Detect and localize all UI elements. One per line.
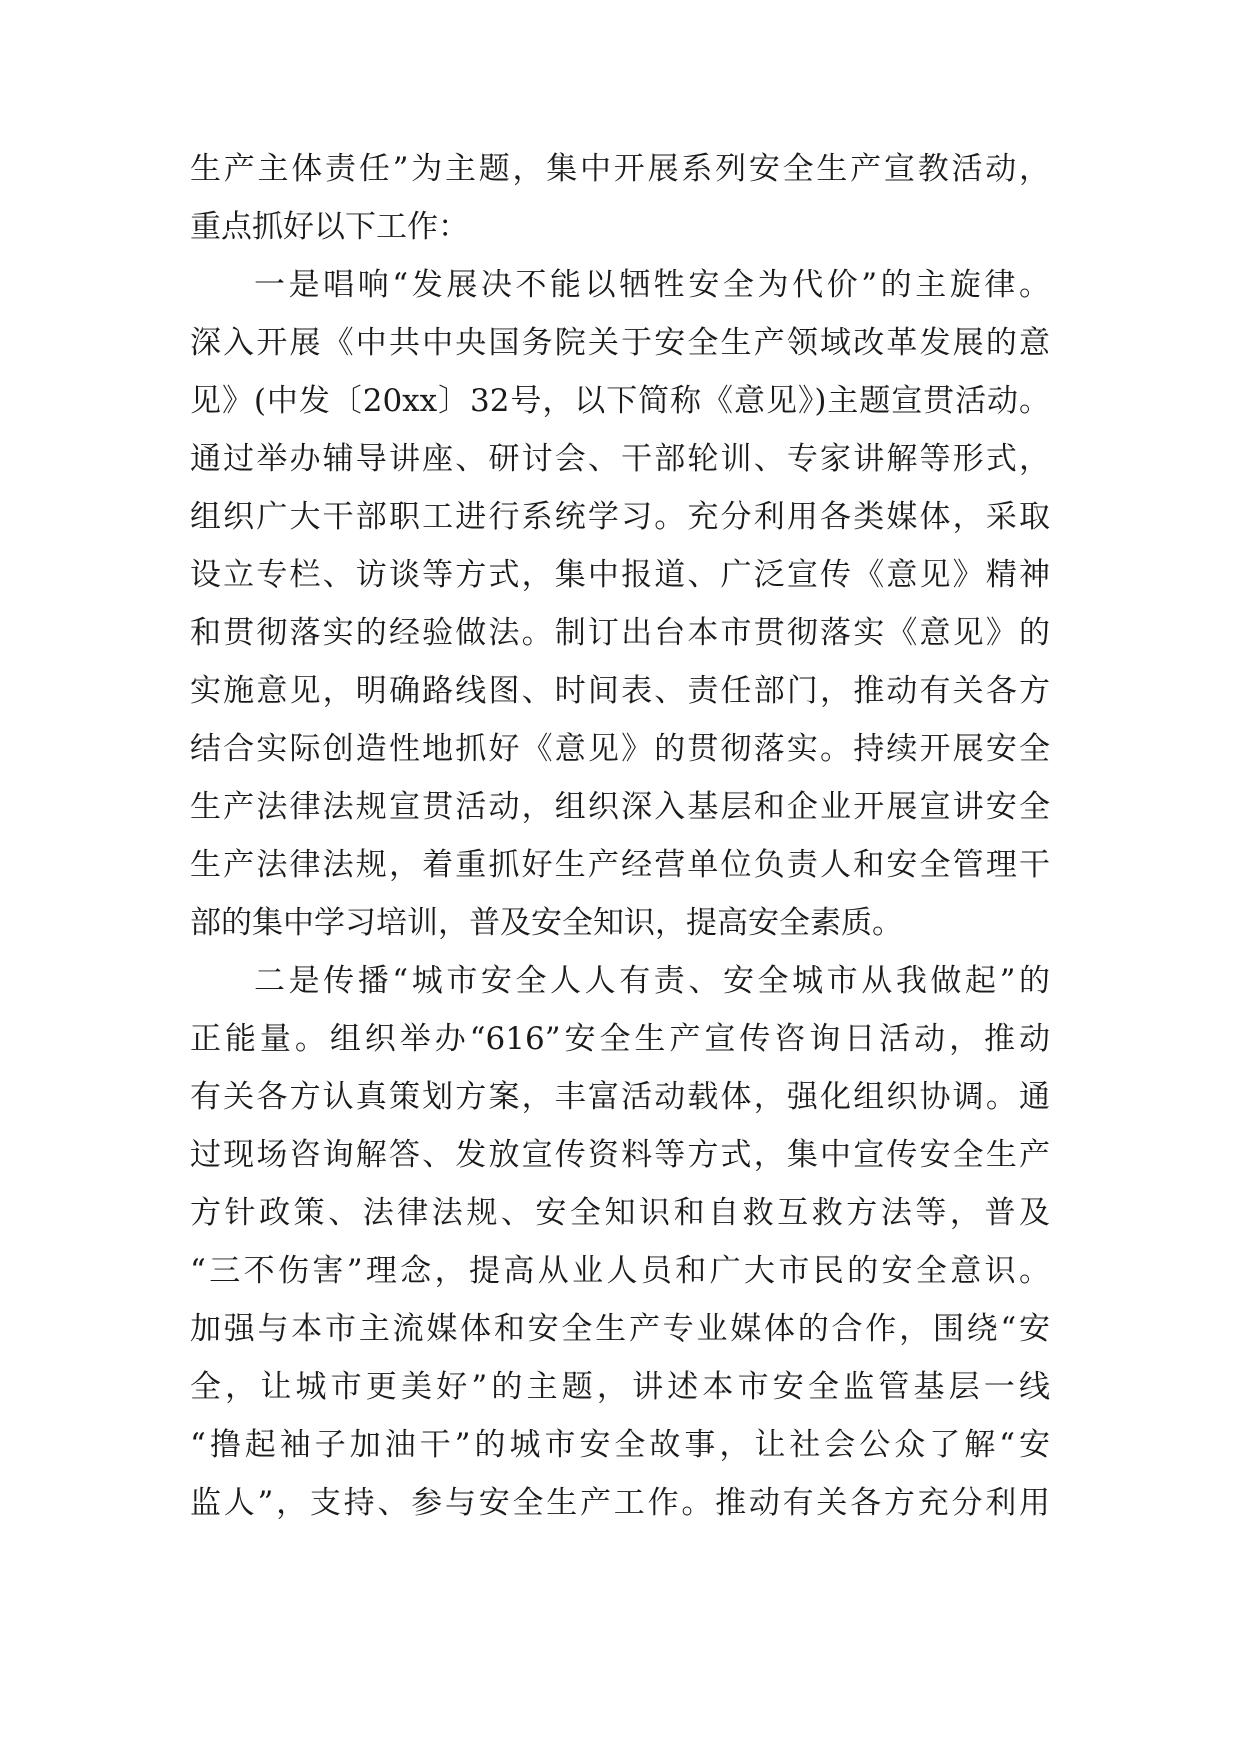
text-line: 生产主体责任”为主题，集中开展系列安全生产宣教活动， [190,151,1050,187]
text-line: 重点抓好以下工作： [190,209,469,245]
text-line: 组织广大干部职工进行系统学习。充分利用各类媒体，采取 [190,499,1050,535]
paragraph-first-line: 二是传播“城市安全人人有责、安全城市从我做起”的 [254,963,1050,999]
text-line: 实施意见，明确路线图、时间表、责任部门，推动有关各方 [190,673,1050,709]
text-line: 正能量。组织举办“616”安全生产宣传咨询日活动，推动 [190,1021,1050,1057]
paragraph-first-line: 一是唱响“发展决不能以牺牲安全为代价”的主旋律。 [254,267,1050,303]
text-line: “三不伤害”理念，提高从业人员和广大市民的安全意识。 [190,1253,1050,1289]
text-line: 监人”，支持、参与安全生产工作。推动有关各方充分利用 [190,1485,1050,1521]
text-line: 见》(中发〔20xx〕32号，以下简称《意见》)主题宣贯活动。 [190,383,1050,419]
text-line: 方针政策、法律法规、安全知识和自救互救方法等，普及 [190,1195,1050,1231]
text-line: 生产法律法规宣贯活动，组织深入基层和企业开展宣讲安全 [190,789,1050,825]
text-line: 全，让城市更美好”的主题，讲述本市安全监管基层一线 [190,1369,1050,1405]
text-line: 加强与本市主流媒体和安全生产专业媒体的合作，围绕“安 [190,1311,1050,1347]
text-line: 有关各方认真策划方案，丰富活动载体，强化组织协调。通 [190,1079,1050,1115]
text-line: 深入开展《中共中央国务院关于安全生产领域改革发展的意 [190,325,1050,361]
text-line: 生产法律法规，着重抓好生产经营单位负责人和安全管理干 [190,847,1050,883]
text-line: 过现场咨询解答、发放宣传资料等方式，集中宣传安全生产 [190,1137,1050,1173]
text-line: 通过举办辅导讲座、研讨会、干部轮训、专家讲解等形式， [190,441,1050,477]
text-line: 和贯彻落实的经验做法。制订出台本市贯彻落实《意见》的 [190,615,1050,651]
text-line: 部的集中学习培训，普及安全知识，提高安全素质。 [190,905,903,941]
text-line: 设立专栏、访谈等方式，集中报道、广泛宣传《意见》精神 [190,557,1050,593]
text-line: “撸起袖子加油干”的城市安全故事，让社会公众了解“安 [190,1427,1050,1463]
text-line: 结合实际创造性地抓好《意见》的贯彻落实。持续开展安全 [190,731,1050,767]
